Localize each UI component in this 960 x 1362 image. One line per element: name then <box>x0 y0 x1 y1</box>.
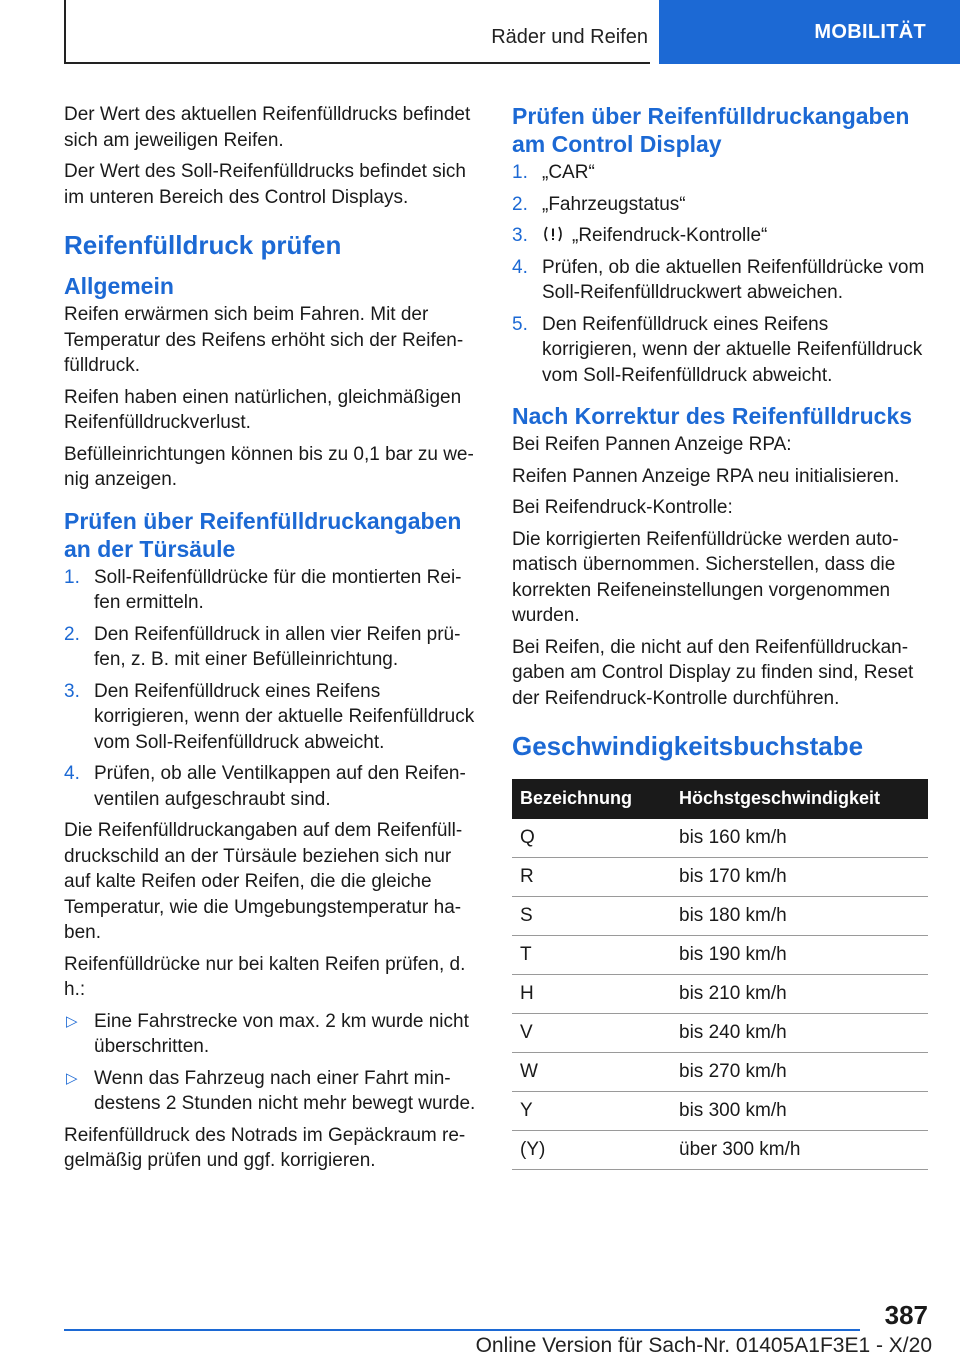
max-speed: bis 170 km/h <box>671 858 928 897</box>
table-row <box>512 858 928 897</box>
correction-paragraph: Bei Reifendruck-Kontrolle: <box>512 497 733 518</box>
correction-paragraph: Bei Reifen Pannen Anzeige RPA: <box>512 434 792 455</box>
correction-paragraph: Die korrigierten Reifenfülldrücke werden auto-matisch übernommen. Sicherstellen, dass die korrekten Reifeneinstellungen vorgenommen wurden. <box>512 528 899 626</box>
list-item <box>64 565 480 616</box>
table-row <box>512 975 928 1014</box>
max-speed: bis 190 km/h <box>671 936 928 975</box>
heading-general: Allgemein <box>64 273 174 299</box>
door-steps-list <box>64 565 480 813</box>
step-text: Prüfen, ob alle Ventilkappen auf den Reifen-ventilen aufgeschraubt sind. <box>94 763 466 810</box>
general-paragraph: Reifen haben einen natürlichen, gleichmäßigen Reifenfülldruckverlust. <box>64 386 462 433</box>
list-item <box>512 223 928 249</box>
list-item <box>512 192 928 218</box>
step-number: 3. <box>512 225 528 246</box>
step-text: „CAR“ <box>542 162 595 183</box>
column-header: Bezeichnung <box>512 779 671 819</box>
max-speed: bis 210 km/h <box>671 975 928 1014</box>
step-number: 2. <box>512 193 528 215</box>
general-paragraph: Reifen erwärmen sich beim Fahren. Mit der Temperatur des Reifens erhöht sich der Reifen-fülldruck. <box>64 304 464 376</box>
max-speed: bis 240 km/h <box>671 1014 928 1053</box>
list-item <box>64 622 480 673</box>
list-item <box>512 160 928 186</box>
speed-letter: T <box>512 936 671 975</box>
cold-tire-conditions-list <box>64 1009 480 1117</box>
step-text: „Fahrzeugstatus“ <box>542 193 686 215</box>
table-row <box>512 897 928 936</box>
triangle-bullet-icon: ▷ <box>66 1012 78 1030</box>
table-row <box>512 1092 928 1131</box>
speed-rating-title: Geschwindigkeitsbuchstabe <box>512 731 864 761</box>
table-row <box>512 1053 928 1092</box>
step-number: 4. <box>64 763 80 784</box>
table-row <box>512 936 928 975</box>
step-text: „Reifendruck-Kontrolle“ <box>572 225 768 246</box>
page-number: 387 <box>884 1300 928 1330</box>
section-title: Reifenfülldruck prüfen <box>64 230 342 260</box>
speed-rating-table <box>512 779 928 1170</box>
speed-letter: (Y) <box>512 1131 671 1170</box>
step-text: Den Reifenfülldruck in allen vier Reifen prü-fen, z. B. mit einer Befülleinrichtung. <box>94 623 461 670</box>
table-row <box>512 1131 928 1170</box>
step-text: Soll-Reifenfülldrücke für die montierten Rei-fen ermitteln. <box>94 566 462 613</box>
header-section-title: Räder und Reifen <box>491 26 648 48</box>
column-header: Höchstgeschwindigkeit <box>671 779 928 819</box>
chapter-tab[interactable] <box>659 0 960 64</box>
table-row <box>512 1014 928 1053</box>
chapter-tab-label: MOBILITÄT <box>814 20 926 43</box>
door-paragraph: Die Reifenfülldruckangaben auf dem Reifenfüll-druckschild an der Türsäule beziehen sich nur auf kalte Reifen oder Reifen, die die gleiche Temperatur, wie die Umgebungstemperatur ha-ben. <box>64 820 463 943</box>
max-speed: bis 300 km/h <box>671 1092 928 1131</box>
triangle-bullet-icon: ▷ <box>66 1069 78 1087</box>
intro-paragraph: Der Wert des Soll-Reifenfülldrucks befindet sich im unteren Bereich des Control Displays. <box>64 161 466 208</box>
max-speed: bis 270 km/h <box>671 1053 928 1092</box>
correction-paragraph: Reifen Pannen Anzeige RPA neu initialisieren. <box>512 465 900 487</box>
list-item <box>64 1009 480 1060</box>
heading-control-display: Prüfen über Reifenfülldruckangaben am Control Display <box>512 103 910 157</box>
display-steps-list <box>512 160 928 388</box>
list-item <box>64 1066 480 1117</box>
tire-pressure-warning-icon <box>542 225 564 243</box>
speed-letter: H <box>512 975 671 1014</box>
list-item <box>64 679 480 756</box>
step-number: 2. <box>64 623 80 645</box>
table-row <box>512 819 928 858</box>
left-column <box>64 102 480 1180</box>
speed-letter: R <box>512 858 671 897</box>
table-header-row <box>512 779 928 819</box>
footer-rule <box>64 1329 860 1331</box>
footer-online-version: Online Version für Sach-Nr. 01405A1F3E1 - X/20 <box>475 1334 932 1357</box>
list-item <box>64 761 480 812</box>
max-speed: bis 160 km/h <box>671 819 928 858</box>
correction-paragraph: Bei Reifen, die nicht auf den Reifenfülldruckan-gaben am Control Display zu finden sind, Reset der Reifendruck-Kontrolle durchführen. <box>512 636 914 709</box>
door-paragraph: Reifenfülldrücke nur bei kalten Reifen prüfen, d. h.: <box>64 953 466 1000</box>
intro-paragraph: Der Wert des aktuellen Reifenfülldrucks befindet sich am jeweiligen Reifen. <box>64 104 471 151</box>
step-number: 4. <box>512 256 528 278</box>
bullet-text: Eine Fahrstrecke von max. 2 km wurde nicht überschritten. <box>94 1010 469 1057</box>
speed-letter: S <box>512 897 671 936</box>
bullet-text: Wenn das Fahrzeug nach einer Fahrt min-destens 2 Stunden nicht mehr bewegt wurde. <box>94 1067 476 1114</box>
general-paragraph: Befülleinrichtungen können bis zu 0,1 bar zu we-nig anzeigen. <box>64 443 474 490</box>
step-number: 3. <box>64 680 80 702</box>
step-number: 1. <box>64 566 80 588</box>
step-number: 1. <box>512 162 528 183</box>
door-paragraph: Reifenfülldruck des Notrads im Gepäckraum re-gelmäßig prüfen und ggf. korrigieren. <box>64 1124 466 1171</box>
speed-letter: Y <box>512 1092 671 1131</box>
speed-letter: Q <box>512 819 671 858</box>
speed-letter: W <box>512 1053 671 1092</box>
max-speed: über 300 km/h <box>671 1131 928 1170</box>
list-item <box>512 312 928 389</box>
step-text: Den Reifenfülldruck eines Reifens korrigieren, wenn der aktuelle Reifenfülldruck vom Soll-Reifenfülldruck abweicht. <box>94 680 475 753</box>
heading-after-correction: Nach Korrektur des Reifenfülldrucks <box>512 403 913 429</box>
max-speed: bis 180 km/h <box>671 897 928 936</box>
step-text: Prüfen, ob die aktuellen Reifenfülldrücke vom Soll-Reifenfülldruckwert abweichen. <box>542 256 925 303</box>
right-column <box>512 102 928 1170</box>
header-left-rule <box>64 0 66 64</box>
list-item <box>512 255 928 306</box>
speed-letter: V <box>512 1014 671 1053</box>
heading-door-pillar: Prüfen über Reifenfülldruckangaben an der Türsäule <box>64 507 462 562</box>
step-text: Den Reifenfülldruck eines Reifens korrigieren, wenn der aktuelle Reifenfülldruck vom Soll-Reifenfülldruck abweicht. <box>542 313 923 386</box>
step-number: 5. <box>512 313 528 335</box>
header-bottom-rule <box>64 62 650 64</box>
